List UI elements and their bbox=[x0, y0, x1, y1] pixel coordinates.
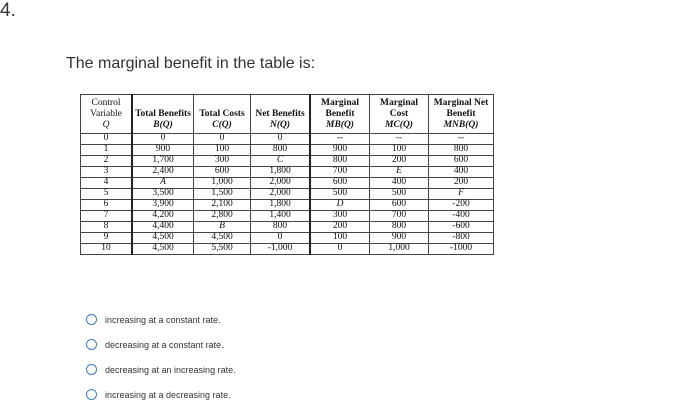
table-cell: 400 bbox=[370, 178, 429, 189]
table-cell: E bbox=[370, 167, 429, 178]
table-cell: 4,200 bbox=[132, 211, 194, 222]
table-row bbox=[81, 244, 494, 255]
table-cell: 5 bbox=[81, 189, 133, 200]
option-label: decreasing at an increasing rate. bbox=[105, 364, 236, 375]
table-cell: -- bbox=[370, 134, 429, 145]
column-header bbox=[81, 95, 133, 134]
column-header-label: Marginal Cost bbox=[380, 98, 418, 119]
table-cell: 4,500 bbox=[132, 244, 194, 255]
table-cell: 2,100 bbox=[194, 200, 251, 211]
column-header-label: Control Variable bbox=[90, 98, 122, 119]
table-cell: 400 bbox=[429, 167, 494, 178]
option-label: increasing at a decreasing rate. bbox=[105, 389, 231, 400]
column-header-label: Total Costs bbox=[199, 109, 245, 119]
table-cell: 2,000 bbox=[251, 189, 311, 200]
table-cell: 1,800 bbox=[251, 167, 311, 178]
table-cell: -800 bbox=[429, 233, 494, 244]
radio-button-icon[interactable] bbox=[86, 364, 97, 375]
option-label: decreasing at a constant rate. bbox=[105, 339, 224, 350]
table-cell: 600 bbox=[310, 178, 370, 189]
table-header-row bbox=[81, 95, 494, 134]
table-cell: 500 bbox=[370, 189, 429, 200]
benefit-cost-table-wrapper bbox=[80, 94, 494, 255]
table-cell: 100 bbox=[370, 145, 429, 156]
table-cell: -1,000 bbox=[251, 244, 311, 255]
radio-button-icon[interactable] bbox=[86, 389, 97, 400]
table-cell: 3,500 bbox=[132, 189, 194, 200]
table-cell: 0 bbox=[132, 134, 194, 145]
table-cell: 800 bbox=[310, 156, 370, 167]
table-cell: 1,800 bbox=[251, 200, 311, 211]
table-cell: 900 bbox=[370, 233, 429, 244]
column-header bbox=[429, 95, 494, 134]
table-cell: 1,000 bbox=[370, 244, 429, 255]
column-header bbox=[310, 95, 370, 134]
table-cell: 600 bbox=[194, 167, 251, 178]
column-header bbox=[251, 95, 311, 134]
table-cell: 800 bbox=[251, 222, 311, 233]
table-cell: -400 bbox=[429, 211, 494, 222]
table-cell: D bbox=[310, 200, 370, 211]
column-header bbox=[194, 95, 251, 134]
table-cell: 800 bbox=[429, 145, 494, 156]
table-cell: 100 bbox=[194, 145, 251, 156]
column-header-symbol: MB(Q) bbox=[326, 120, 354, 130]
table-cell: 300 bbox=[310, 211, 370, 222]
table-cell: 1,000 bbox=[194, 178, 251, 189]
table-cell: 0 bbox=[251, 233, 311, 244]
table-cell: 4,500 bbox=[132, 233, 194, 244]
table-cell: 4 bbox=[81, 178, 133, 189]
table-body bbox=[81, 134, 494, 255]
table-row bbox=[81, 233, 494, 244]
benefit-cost-table bbox=[80, 94, 494, 255]
table-cell: 6 bbox=[81, 200, 133, 211]
table-cell: 200 bbox=[310, 222, 370, 233]
table-cell: 1,500 bbox=[194, 189, 251, 200]
option-label: increasing at a constant rate. bbox=[105, 314, 221, 325]
table-cell: 300 bbox=[194, 156, 251, 167]
table-cell: 2,400 bbox=[132, 167, 194, 178]
table-row bbox=[81, 167, 494, 178]
table-row bbox=[81, 211, 494, 222]
table-cell: 2,800 bbox=[194, 211, 251, 222]
table-row bbox=[81, 156, 494, 167]
table-cell: 1,700 bbox=[132, 156, 194, 167]
column-header-symbol: MC(Q) bbox=[385, 120, 413, 130]
radio-button-icon[interactable] bbox=[86, 314, 97, 325]
column-header-label: Marginal Net Benefit bbox=[433, 98, 489, 119]
table-cell: 1 bbox=[81, 145, 133, 156]
table-cell: 800 bbox=[370, 222, 429, 233]
table-cell: 5,500 bbox=[194, 244, 251, 255]
answer-options bbox=[86, 307, 236, 407]
table-cell: 4,500 bbox=[194, 233, 251, 244]
column-header-symbol: C(Q) bbox=[212, 120, 232, 130]
table-cell: 700 bbox=[370, 211, 429, 222]
table-cell: 600 bbox=[429, 156, 494, 167]
column-header-symbol: MNB(Q) bbox=[443, 120, 479, 130]
table-cell: 7 bbox=[81, 211, 133, 222]
table-cell: 0 bbox=[251, 134, 311, 145]
table-cell: C bbox=[251, 156, 311, 167]
table-cell: -600 bbox=[429, 222, 494, 233]
table-cell: 100 bbox=[310, 233, 370, 244]
table-cell: A bbox=[132, 178, 194, 189]
column-header-label: Marginal Benefit bbox=[321, 98, 359, 119]
option-4[interactable] bbox=[86, 382, 236, 407]
column-header-label: Total Benefits bbox=[135, 109, 191, 119]
table-cell: 2 bbox=[81, 156, 133, 167]
column-header-label: Net Benefits bbox=[255, 109, 305, 119]
table-row bbox=[81, 222, 494, 233]
table-cell: 600 bbox=[370, 200, 429, 211]
table-row bbox=[81, 145, 494, 156]
table-cell: 2,000 bbox=[251, 178, 311, 189]
question-prompt: The marginal benefit in the table is: bbox=[66, 55, 316, 72]
table-cell: 500 bbox=[310, 189, 370, 200]
table-row bbox=[81, 189, 494, 200]
table-cell: 0 bbox=[81, 134, 133, 145]
table-cell: -1000 bbox=[429, 244, 494, 255]
table-cell: 3,900 bbox=[132, 200, 194, 211]
column-header-symbol: Q bbox=[102, 120, 110, 130]
table-cell: 800 bbox=[251, 145, 311, 156]
table-header bbox=[81, 95, 494, 134]
table-cell: 900 bbox=[132, 145, 194, 156]
table-cell: 0 bbox=[310, 244, 370, 255]
table-cell: -- bbox=[310, 134, 370, 145]
table-cell: 10 bbox=[81, 244, 133, 255]
table-cell: -- bbox=[429, 134, 494, 145]
table-cell: 200 bbox=[370, 156, 429, 167]
table-cell: 700 bbox=[310, 167, 370, 178]
table-row bbox=[81, 134, 494, 145]
table-cell: F bbox=[429, 189, 494, 200]
radio-button-icon[interactable] bbox=[86, 339, 97, 350]
table-cell: 1,400 bbox=[251, 211, 311, 222]
table-cell: -200 bbox=[429, 200, 494, 211]
column-header bbox=[132, 95, 194, 134]
column-header bbox=[370, 95, 429, 134]
table-cell: 200 bbox=[429, 178, 494, 189]
option-3[interactable] bbox=[86, 357, 236, 382]
table-cell: B bbox=[194, 222, 251, 233]
table-cell: 8 bbox=[81, 222, 133, 233]
table-row bbox=[81, 200, 494, 211]
table-cell: 4,400 bbox=[132, 222, 194, 233]
column-header-symbol: N(Q) bbox=[269, 120, 291, 130]
table-cell: 9 bbox=[81, 233, 133, 244]
table-cell: 900 bbox=[310, 145, 370, 156]
question-number: 4. bbox=[0, 0, 16, 21]
option-2[interactable] bbox=[86, 332, 236, 357]
table-row bbox=[81, 178, 494, 189]
table-cell: 0 bbox=[194, 134, 251, 145]
table-cell: 3 bbox=[81, 167, 133, 178]
option-1[interactable] bbox=[86, 307, 236, 332]
column-header-symbol: B(Q) bbox=[153, 120, 173, 130]
